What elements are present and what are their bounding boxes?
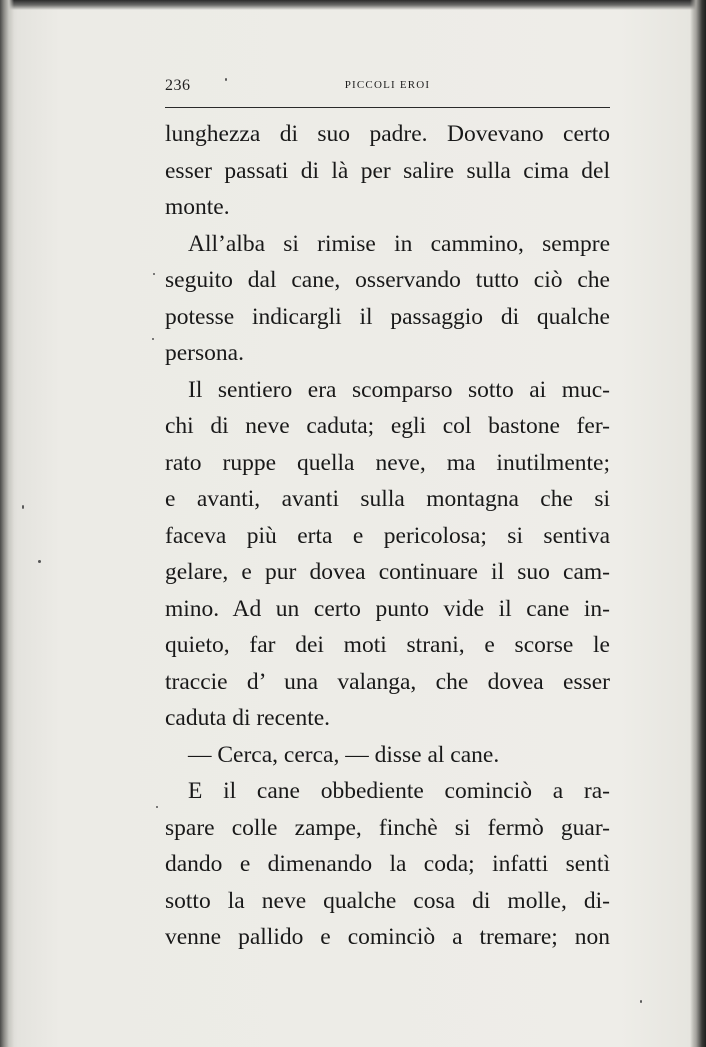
text-line: esser passati di là per salire sulla cima del [165, 157, 610, 184]
text-line: venne pallido e cominciò a tremare; non [165, 924, 610, 950]
book-binding-edge [0, 0, 14, 1047]
text-line: e avanti, avanti sulla montagna che si [165, 486, 610, 512]
text-line: Il sentiero era scomparso sotto ai muc- [188, 376, 610, 403]
text-line: quieto, far dei moti strani, e scorse le [165, 632, 610, 658]
page-right-edge [690, 0, 706, 1047]
text-line: caduta di recente. [165, 705, 331, 731]
text-line: lunghezza di suo padre. Dovevano certo [165, 121, 610, 147]
running-title: PICCOLI EROI [344, 79, 431, 91]
text-line: mino. Ad un certo punto vide il cane in- [165, 595, 610, 622]
text-line: chi di neve caduta; egli col bastone fer- [165, 413, 610, 439]
page-number: 236 [165, 77, 191, 94]
running-header [165, 75, 610, 99]
text-line: traccie d’ una valanga, che dovea esser [165, 668, 610, 695]
text-line: spare colle zampe, finchè si fermò guar- [165, 814, 610, 841]
scan-top-shadow [0, 0, 706, 10]
text-line: E il cane obbediente cominciò a ra- [188, 778, 610, 804]
text-line: rato ruppe quella neve, ma inutilmente; [165, 449, 610, 476]
text-line: potesse indicargli il passaggio di qualche [165, 303, 610, 330]
text-line: — Cerca, cerca, — disse al cane. [188, 741, 500, 768]
text-line: All’alba si rimise in cammino, sempre [188, 230, 610, 257]
text-line: monte. [165, 194, 230, 220]
text-line: seguito dal cane, osservando tutto ciò che [165, 267, 610, 293]
text-line: gelare, e pur dovea continuare il suo cam- [165, 559, 610, 585]
text-line: faceva più erta e pericolosa; si sentiva [165, 522, 610, 549]
text-line: persona. [165, 340, 244, 366]
body-text [165, 116, 610, 956]
text-line: dando e dimenando la coda; infatti sentì [165, 851, 610, 877]
header-rule [165, 107, 610, 108]
text-line: sotto la neve qualche cosa di molle, di- [165, 887, 610, 914]
